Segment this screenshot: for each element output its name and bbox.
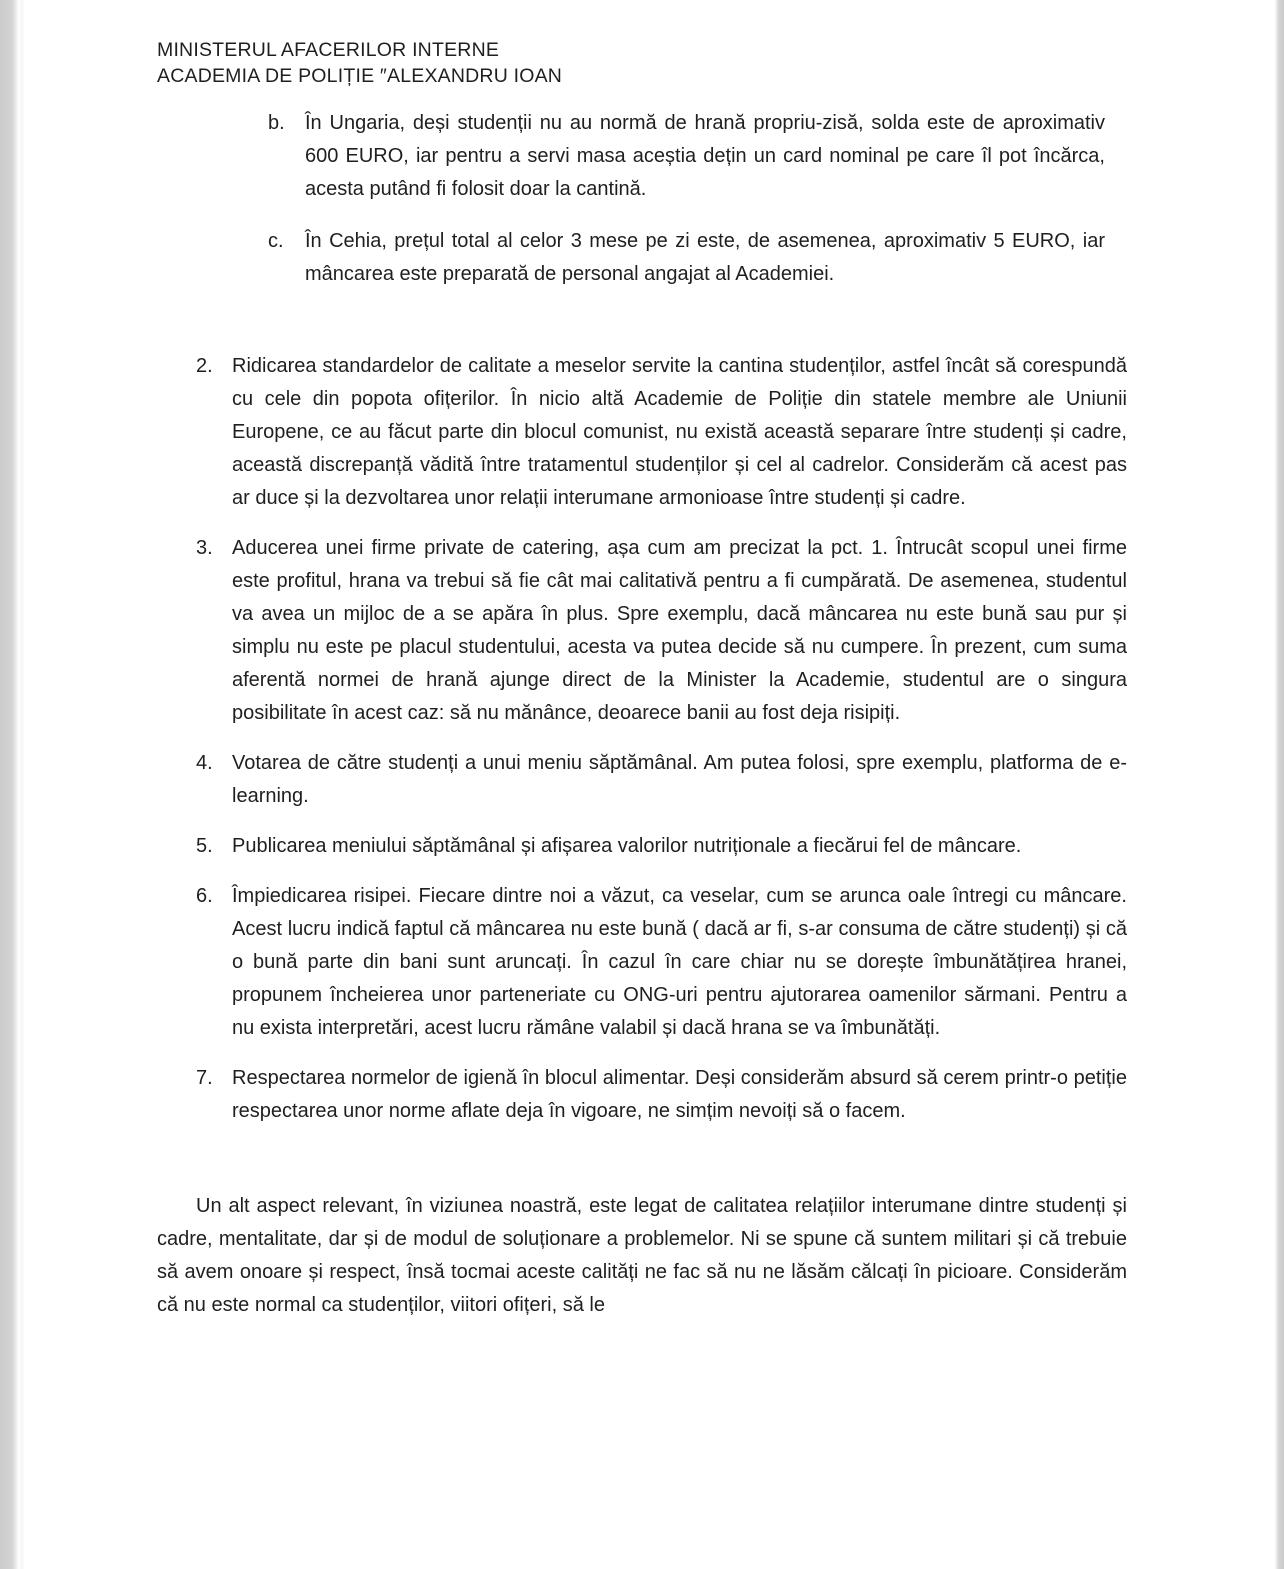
list-item-6-text: Împiedicarea risipei. Fiecare dintre noi a văzut, ca veselar, cum se arunca oale întregi cu mâncare. Acest lucru indică faptul că mâncarea nu este bună ( dacă ar fi, s-ar consuma de către studenți) și că o bună parte din bani sunt aruncați. În cazul în care chiar nu se dorește îmbunătățirea hranei, propunem încheierea unor parteneriate cu ONG-uri pentru ajutorarea oamenilor sărmani. Pentru a nu exista interpretări, acest lucru rămâne valabil și dacă hrana se va îmbunătăți. bbox=[232, 885, 1127, 1039]
document-header bbox=[157, 37, 1127, 89]
list-item-4 bbox=[196, 747, 1127, 813]
header-academy-line: ACADEMIA DE POLIȚIE ″ALEXANDRU IOAN bbox=[157, 65, 563, 87]
letter-sublist bbox=[157, 107, 1127, 291]
list-item-2-text: Ridicarea standardelor de calitate a meselor servite la cantina studenților, astfel încât să corespundă cu cele din popota ofițerilor. În nicio altă Academie de Poliție din statele membre ale Uniunii Europene, ce au făcut parte din blocul comunist, nu există această separare între studenți și cadre, această discrepanță vădită între tratamentul studenților și cel al cadrelor. Considerăm că acest pas ar duce și la dezvoltarea unor relații interumane armonioase între studenți și cadre. bbox=[232, 355, 1127, 509]
page-right-edge-shadow bbox=[1275, 0, 1284, 1569]
numbered-list bbox=[157, 350, 1127, 1128]
list-item-b-text: În Ungaria, deși studenții nu au normă de hrană propriu-zisă, solda este de aproximativ 600 EURO, iar pentru a servi masa aceștia dețin un card nominal pe care îl pot încărca, acesta putând fi folosit doar la cantină. bbox=[305, 112, 1105, 200]
list-item-6 bbox=[196, 880, 1127, 1045]
header-ministry-line: MINISTERUL AFACERILOR INTERNE bbox=[157, 39, 500, 61]
list-item-4-text: Votarea de către studenți a unui meniu săptămânal. Am putea folosi, spre exemplu, platforma de e-learning. bbox=[232, 752, 1127, 807]
list-marker-4: 4. bbox=[196, 752, 213, 774]
list-item-5-text: Publicarea meniului săptămânal și afișarea valorilor nutriționale a fiecărui fel de mâncare. bbox=[232, 835, 1022, 857]
list-marker-b: b. bbox=[268, 112, 285, 134]
list-item-5 bbox=[196, 830, 1127, 863]
list-marker-3: 3. bbox=[196, 537, 213, 559]
list-item-c bbox=[268, 225, 1105, 291]
list-marker-c: c. bbox=[268, 230, 284, 252]
list-item-3-text: Aducerea unei firme private de catering, așa cum am precizat la pct. 1. Întrucât scopul unei firme este profitul, hrana va trebui să fie cât mai calitativă pentru a fi cumpărată. De asemenea, studentul va avea un mijloc de a se apăra în plus. Spre exemplu, dacă mâncarea nu este bună sau pur și simplu nu este pe placul studentului, acesta va putea decide să nu cumpere. În prezent, cum suma aferentă normei de hrană ajunge direct de la Minister la Academie, studentul are o singura posibilitate în acest caz: să nu mănânce, deoarece banii au fost deja risipiți. bbox=[232, 537, 1127, 724]
page-left-edge-shadow bbox=[0, 0, 24, 1569]
closing-paragraph: Un alt aspect relevant, în viziunea noastră, este legat de calitatea relațiilor interumane dintre studenți și cadre, mentalitate, dar și de modul de soluționare a problemelor. Ni se spune că suntem militari și că trebuie să avem onoare și respect, însă tocmai aceste calități ne fac să nu ne lăsăm călcați în picioare. Considerăm că nu este normal ca studenților, viitori ofițeri, să le bbox=[157, 1195, 1127, 1316]
list-item-c-text: În Cehia, prețul total al celor 3 mese pe zi este, de asemenea, aproximativ 5 EURO, iar mâncarea este preparată de personal angajat al Academiei. bbox=[305, 230, 1105, 285]
list-item-2 bbox=[196, 350, 1127, 515]
list-marker-6: 6. bbox=[196, 885, 213, 907]
list-marker-2: 2. bbox=[196, 355, 213, 377]
list-item-b bbox=[268, 107, 1105, 206]
list-marker-7: 7. bbox=[196, 1067, 213, 1089]
list-item-3 bbox=[196, 532, 1127, 730]
document-page bbox=[157, 37, 1127, 1322]
list-marker-5: 5. bbox=[196, 835, 213, 857]
list-item-7 bbox=[196, 1062, 1127, 1128]
list-item-7-text: Respectarea normelor de igienă în blocul alimentar. Deși considerăm absurd să cerem printr-o petiție respectarea unor norme aflate deja în vigoare, ne simțim nevoiți să o facem. bbox=[232, 1067, 1127, 1122]
